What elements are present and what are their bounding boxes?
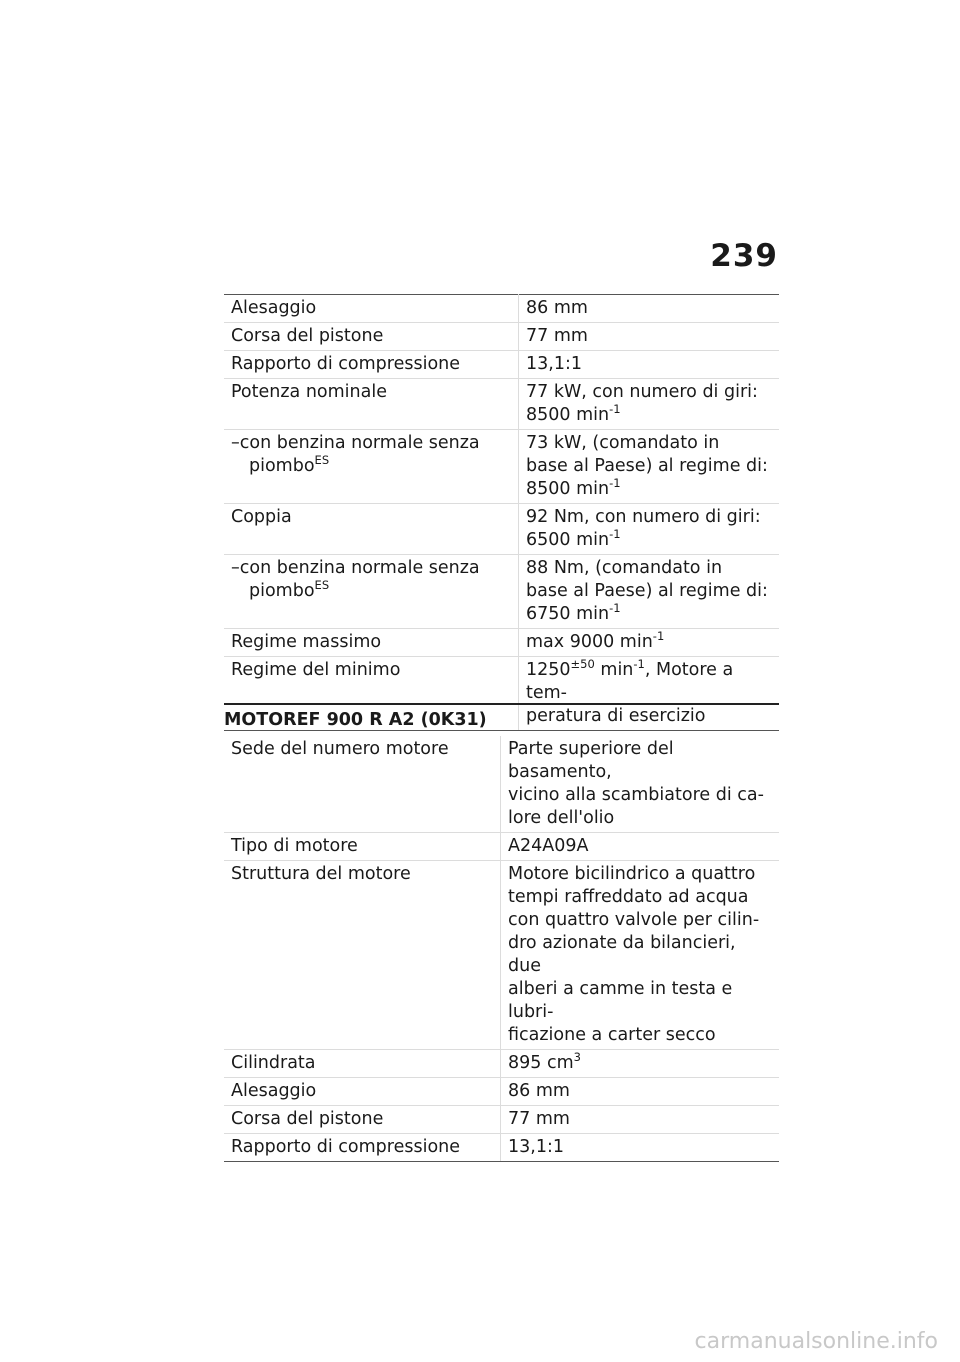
table-row (224, 295, 779, 323)
spec-value: 88 Nm, (comandato in base al Paese) al regime di: 6750 $\min^{-1}$ (519, 555, 780, 629)
table-row (224, 1106, 779, 1134)
spec-value: 92 Nm, con numero di giri: 6500 $\min^{-1}$ (519, 504, 780, 555)
table-row (224, 629, 779, 657)
spec-label: Regime massimo (224, 629, 519, 657)
spec-label: –con benzina normale senza piombo$^{ES}$ (224, 555, 519, 629)
page-number: 239 (710, 238, 778, 274)
spec-label: Corsa del pistone (224, 1106, 501, 1134)
spec-value: 86 mm (519, 295, 780, 323)
table-row (224, 504, 779, 555)
spec-value: max 9000 $\min^{-1}$ (519, 629, 780, 657)
spec-value: $1250^{\pm 50}$ $\min^{-1}$, Motore a tem- peratura di esercizio (519, 657, 780, 731)
table-row (224, 1050, 779, 1078)
spec-label: Regime del minimo (224, 657, 519, 731)
table-row (224, 379, 779, 430)
spec-label: Sede del numero motore (224, 736, 501, 833)
spec-value: 73 kW, (comandato in base al Paese) al regime di: 8500 $\min^{-1}$ (519, 430, 780, 504)
table-row (224, 430, 779, 504)
spec-label: Rapporto di compressione (224, 351, 519, 379)
spec-label: Alesaggio (224, 1078, 501, 1106)
engine-spec-table-0k31 (224, 736, 779, 1162)
spec-label: Rapporto di compressione (224, 1134, 501, 1162)
spec-label: Struttura del motore (224, 861, 501, 1050)
spec-label: Coppia (224, 504, 519, 555)
spec-label: Tipo di motore (224, 833, 501, 861)
engine-spec-table (224, 294, 779, 731)
spec-label: Cilindrata (224, 1050, 501, 1078)
spec-label: Potenza nominale (224, 379, 519, 430)
spec-value: A24A09A (501, 833, 780, 861)
spec-value: 77 kW, con numero di giri: 8500 $\min^{-1}$ (519, 379, 780, 430)
spec-label: –con benzina normale senza piombo$^{ES}$ (224, 430, 519, 504)
spec-value: 77 mm (501, 1106, 780, 1134)
section-title: MOTOREF 900 R A2 (0K31) (224, 703, 779, 730)
spec-label: Corsa del pistone (224, 323, 519, 351)
spec-value: 13,1:1 (519, 351, 780, 379)
table-row (224, 736, 779, 833)
table-row (224, 1078, 779, 1106)
table-row (224, 861, 779, 1050)
table-row (224, 351, 779, 379)
table-row (224, 1134, 779, 1162)
spec-value: Motore bicilindrico a quattro tempi raffreddato ad acqua con quattro valvole per cilin- dro azionate da bilancieri, due alberi a camme in testa e lubri- ficazione a carter secco (501, 861, 780, 1050)
table-row (224, 833, 779, 861)
spec-label: Alesaggio (224, 295, 519, 323)
spec-value: 895 $cm^3$ (501, 1050, 780, 1078)
spec-value: 13,1:1 (501, 1134, 780, 1162)
watermark: carmanualsonline.info (694, 1329, 938, 1354)
spec-value: 77 mm (519, 323, 780, 351)
table-row (224, 323, 779, 351)
spec-value: 86 mm (501, 1078, 780, 1106)
spec-value: Parte superiore del basamento, vicino alla scambiatore di ca- lore dell'olio (501, 736, 780, 833)
table-row (224, 555, 779, 629)
